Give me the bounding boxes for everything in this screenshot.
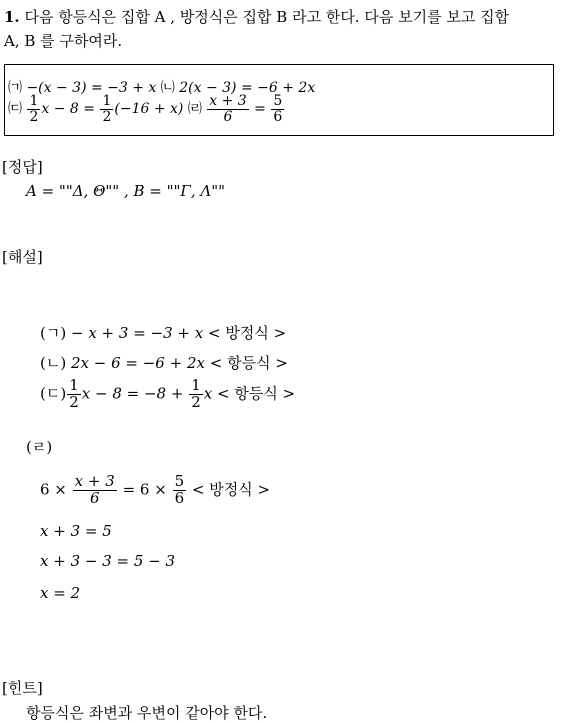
choice-1-expr: −(x − 3) = −3 + x <box>26 80 157 96</box>
solution-line-8: x = 2 <box>40 584 81 602</box>
line-1-expr: − x + 3 = −3 + x <box>70 324 204 342</box>
choice-2-expr: 2(x − 3) = −6 + 2x <box>179 80 316 96</box>
choice-4-frac-1: $\frac{x + 3}{6}$ <box>209 93 247 125</box>
line-2-tag: < 항등식 > <box>209 354 288 372</box>
choice-3-mid: x − 8 = <box>41 101 95 118</box>
choice-3-frac-2: $\frac{1}{2}$ <box>102 93 112 125</box>
line-2-expr: 2x − 6 = −6 + 2x <box>70 354 205 372</box>
choice-3-end: (−16 + x) <box>114 101 184 118</box>
line-5-frac-2: $\frac{5}{6}$ <box>174 472 185 507</box>
problem-text: 다음 항등식은 집합 A , 방정식은 집합 B 라고 한다. 다음 보기를 보고 집합 <box>24 8 510 26</box>
problem-line-1 <box>4 6 509 27</box>
choice-1-marker: ㈀ <box>8 80 22 96</box>
problem-line-2: A, B 를 구하여라. <box>4 32 123 50</box>
hint-text: 항등식은 좌변과 우변이 같아야 한다. <box>26 704 268 722</box>
answer-heading: [정답] <box>2 158 43 176</box>
solution-line-3 <box>40 378 295 411</box>
line-5-mid: = 6 × <box>122 480 167 499</box>
solution-line-5 <box>40 474 270 507</box>
line-5-frac-1: $\frac{x + 3}{6}$ <box>74 472 115 507</box>
choice-2-marker: ㈁ <box>160 80 175 96</box>
line-3-frac-1: $\frac{1}{2}$ <box>69 376 79 411</box>
choice-3-marker: ㈂ <box>8 101 22 118</box>
line-3-frac-2: $\frac{1}{2}$ <box>191 376 201 411</box>
solution-line-6: x + 3 = 5 <box>40 522 112 540</box>
solution-line-2 <box>40 352 288 373</box>
line-3-marker: (ㄷ) <box>40 384 67 403</box>
choice-3-frac-1: $\frac{1}{2}$ <box>29 93 39 125</box>
line-5-tag: < 방정식 > <box>191 480 271 499</box>
solution-line-1 <box>40 322 286 343</box>
choices-row-2 <box>8 94 285 124</box>
line-1-tag: < 방정식 > <box>208 324 287 342</box>
line-3-end: x <box>203 384 213 403</box>
problem-number: 1. <box>4 8 20 26</box>
choice-4-marker: ㈃ <box>187 101 202 118</box>
line-5-pre: 6 × <box>40 480 67 499</box>
line-3-mid: x − 8 = −8 + <box>81 384 184 403</box>
solution-heading: [해설] <box>2 248 43 266</box>
solution-line-7: x + 3 − 3 = 5 − 3 <box>40 552 176 570</box>
answer-text: A = ""Δ, Θ"" , B = ""Γ, Λ"" <box>26 182 226 200</box>
line-3-tag: < 항등식 > <box>217 384 296 403</box>
line-2-marker: (ㄴ) <box>40 354 67 372</box>
choice-4-frac-2: $\frac{5}{6}$ <box>273 93 283 125</box>
hint-heading: [힌트] <box>2 679 43 697</box>
line-1-marker: (ㄱ) <box>40 324 67 342</box>
solution-line-4-marker: (ㄹ) <box>26 438 53 456</box>
choice-4-eq: = <box>254 101 266 118</box>
